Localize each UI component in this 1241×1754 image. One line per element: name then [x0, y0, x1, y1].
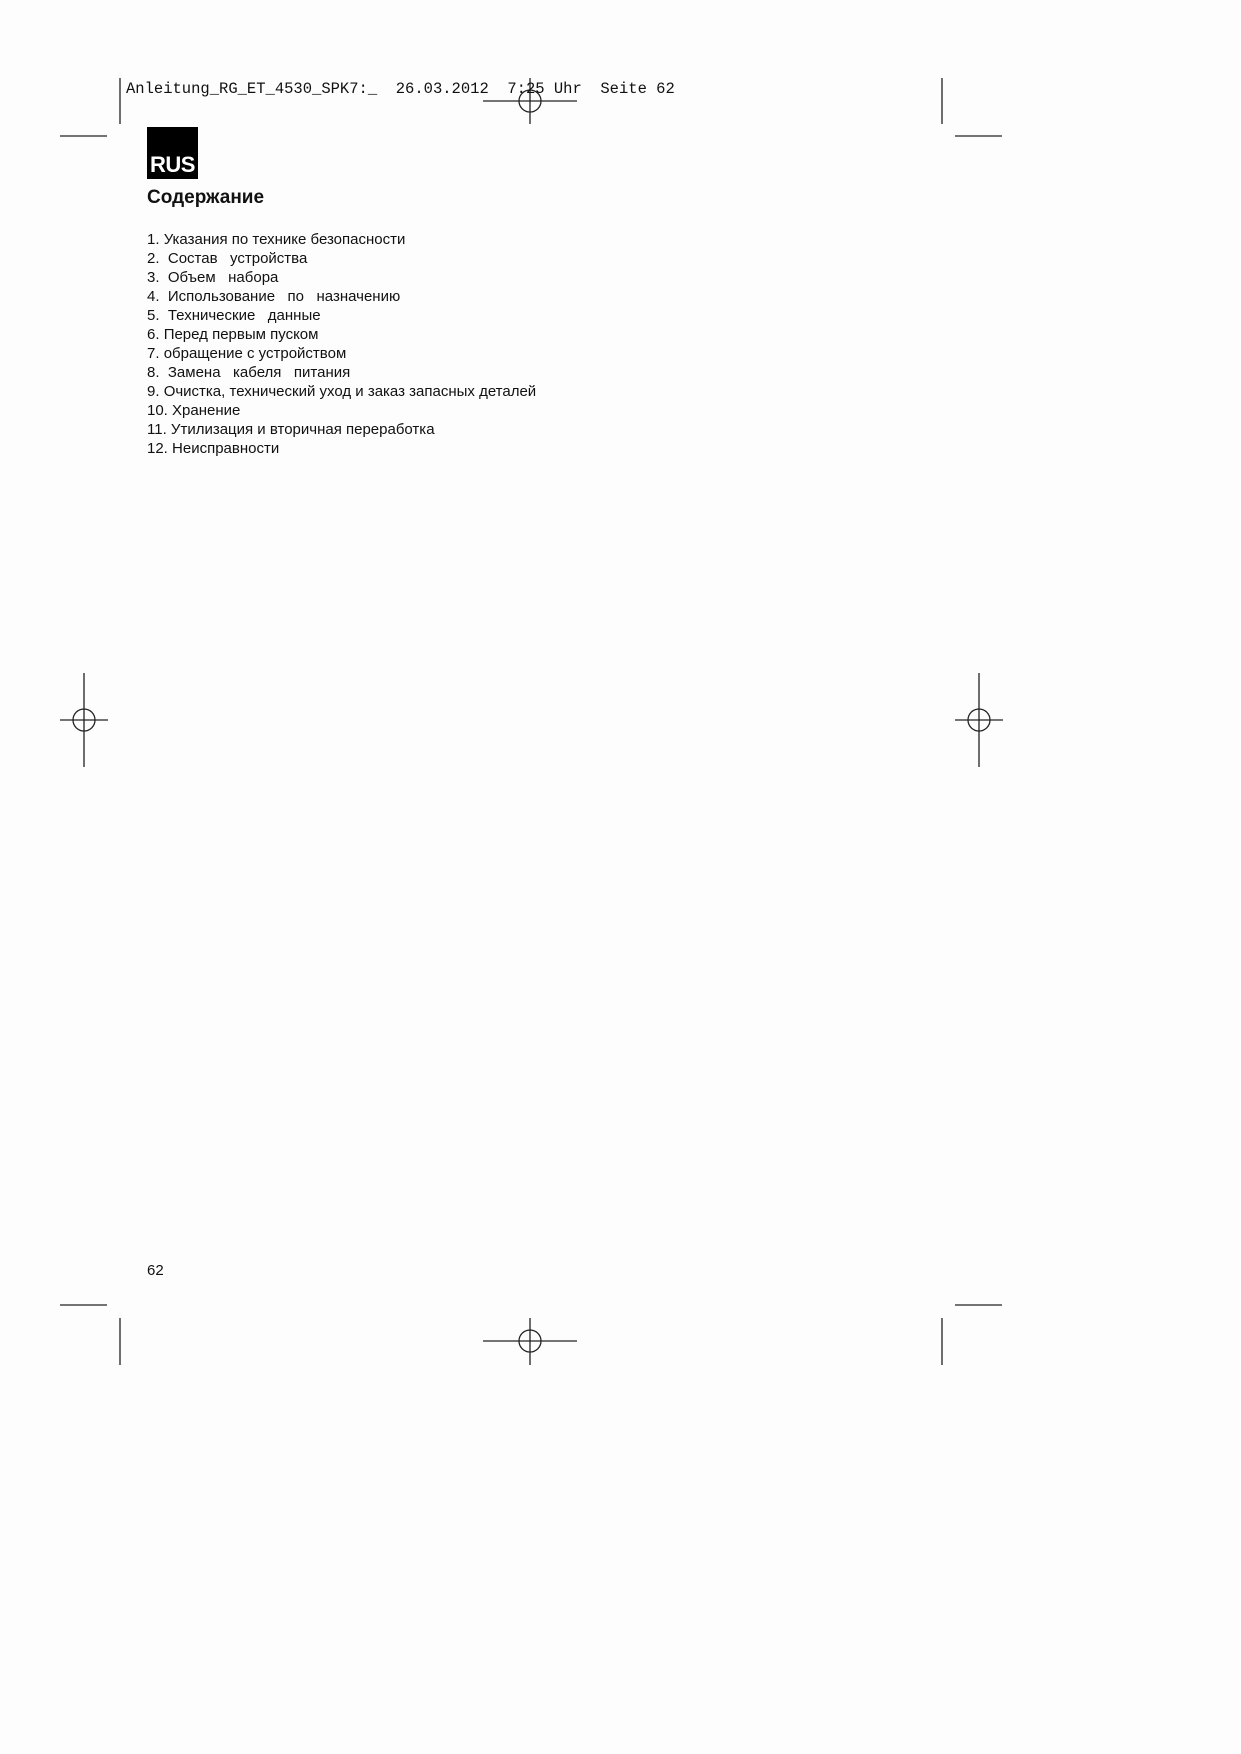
- toc-item-text: Неисправности: [172, 440, 280, 457]
- toc-item-text: Замена кабеля питания: [163, 364, 351, 381]
- toc-item: [147, 230, 536, 249]
- toc-item: [147, 363, 536, 382]
- toc-item: [147, 382, 536, 401]
- toc-item-number: 5.: [147, 307, 160, 324]
- toc-item-text: Утилизация и вторичная переработка: [170, 421, 435, 438]
- toc-item-number: 7.: [147, 345, 160, 362]
- toc-item: [147, 420, 536, 439]
- toc-item: [147, 401, 536, 420]
- toc-item: [147, 287, 536, 306]
- registration-mark-right: [955, 673, 1003, 767]
- toc-item: [147, 249, 536, 268]
- toc-item-text: Технические данные: [163, 307, 321, 324]
- toc-item-text: Использование по назначению: [163, 288, 401, 305]
- table-of-contents: [147, 230, 536, 458]
- registration-mark-left: [60, 673, 108, 767]
- toc-item-text: Указания по технике безопасности: [163, 231, 406, 248]
- toc-item-number: 6.: [147, 326, 160, 343]
- toc-item: [147, 439, 536, 458]
- toc-item-number: 11.: [147, 421, 167, 438]
- toc-item-number: 4.: [147, 288, 160, 305]
- toc-item-text: Перед первым пуском: [163, 326, 319, 343]
- language-badge: RUS: [147, 127, 198, 179]
- toc-item-text: Состав устройства: [163, 250, 308, 267]
- registration-mark-bottom: [483, 1318, 577, 1365]
- toc-item-number: 9.: [147, 383, 160, 400]
- toc-item-text: Хранение: [172, 402, 241, 419]
- toc-item-number: 2.: [147, 250, 160, 267]
- toc-item: [147, 268, 536, 287]
- toc-item-number: 10.: [147, 402, 168, 419]
- page-number: 62: [147, 1262, 164, 1279]
- toc-item: [147, 344, 536, 363]
- toc-item-text: обращение с устройством: [163, 345, 347, 362]
- page-title: Содержание: [147, 187, 265, 208]
- print-slug: Anleitung_RG_ET_4530_SPK7:_ 26.03.2012 7:25 Uhr Seite 62: [126, 80, 675, 98]
- toc-item-number: 12.: [147, 440, 168, 457]
- toc-item: [147, 325, 536, 344]
- toc-item: [147, 306, 536, 325]
- toc-item-number: 8.: [147, 364, 160, 381]
- toc-item-text: Очистка, технический уход и заказ запасных деталей: [163, 383, 537, 400]
- toc-item-text: Объем набора: [163, 269, 279, 286]
- toc-item-number: 1.: [147, 231, 160, 248]
- toc-item-number: 3.: [147, 269, 160, 286]
